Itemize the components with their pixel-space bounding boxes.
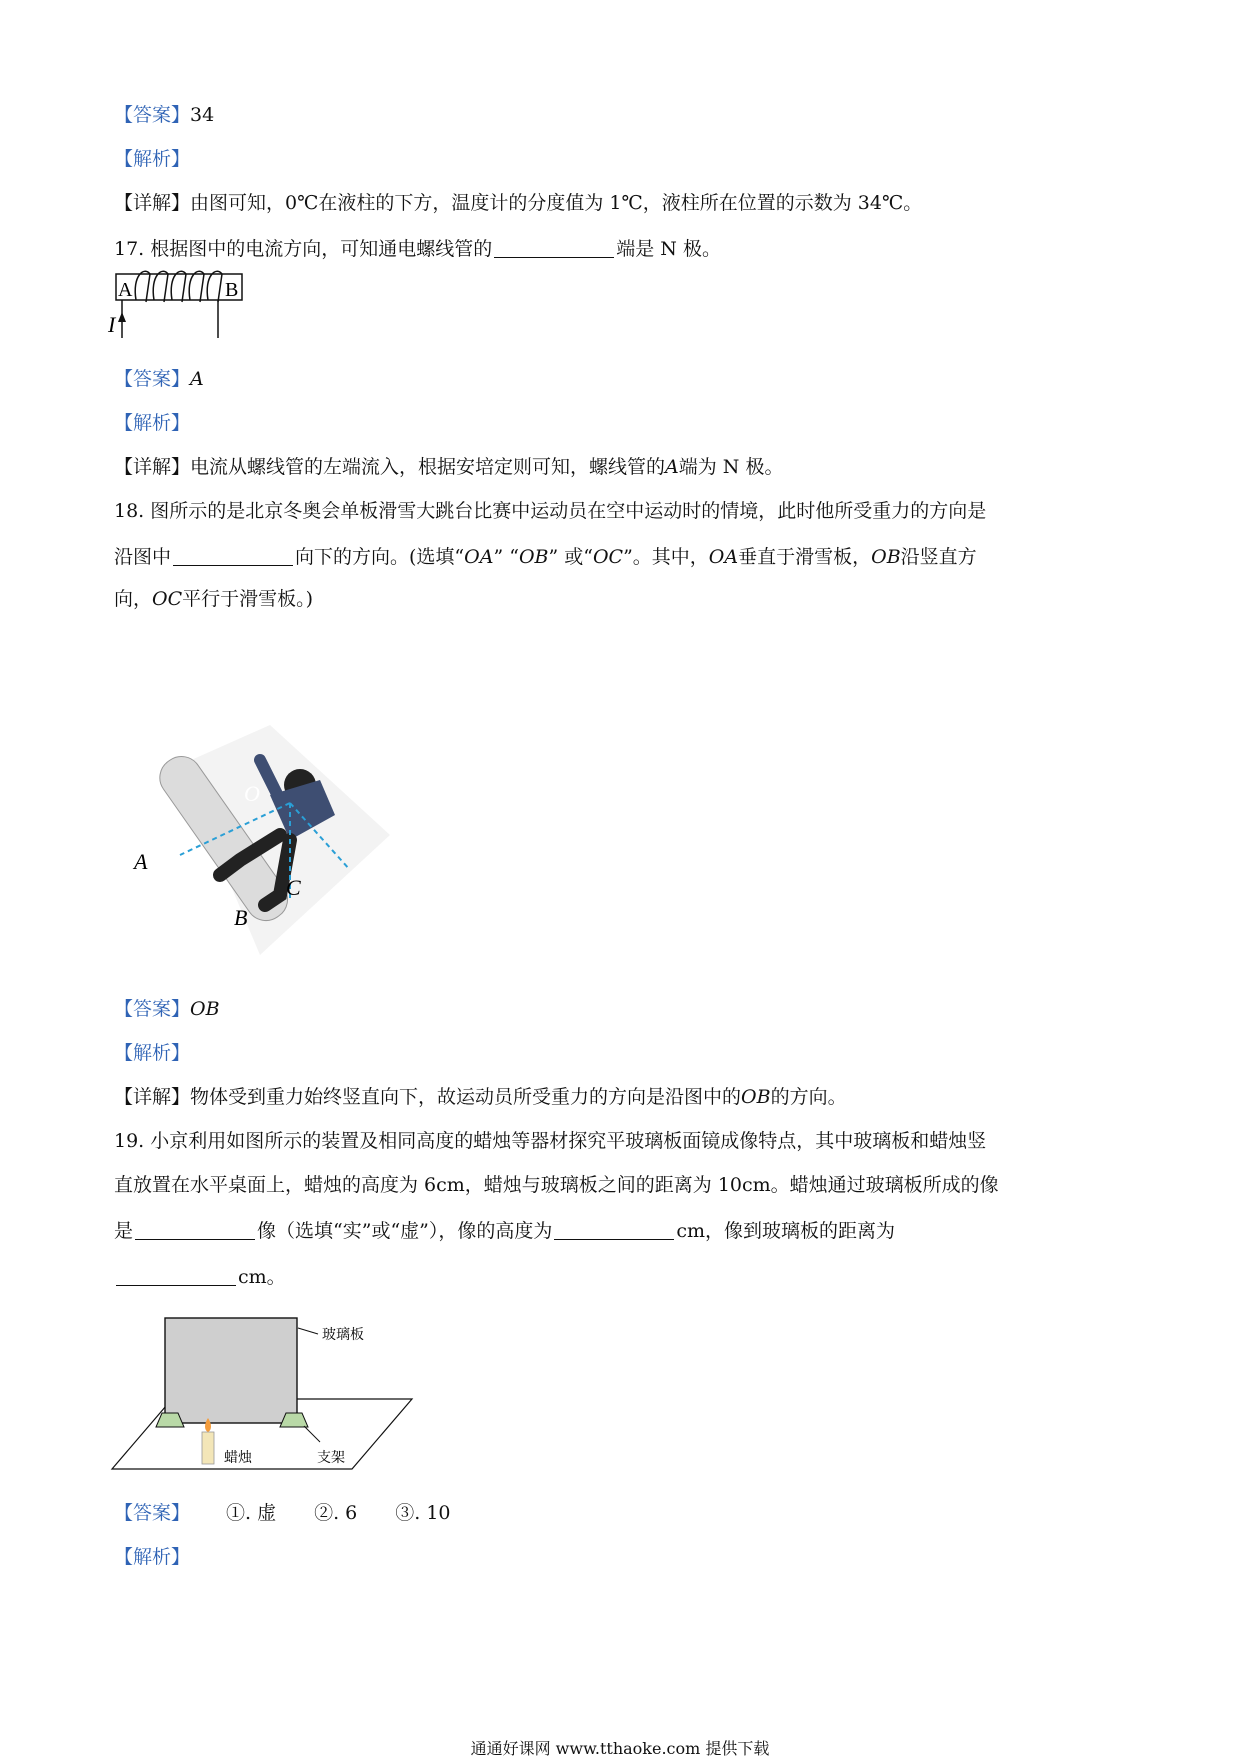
glass-leader [298, 1328, 318, 1334]
text: cm。 [238, 1266, 286, 1288]
question-18-line1: 18. 图所示的是北京冬奥会单板滑雪大跳台比赛中运动员在空中运动时的情境，此时他所受重力的方向是 [114, 500, 987, 522]
text: 沿图中 [114, 546, 172, 568]
text: ” 或“ [548, 546, 593, 568]
question-text: 端是 N 极。 [616, 238, 721, 260]
text: ”。其中， [623, 546, 709, 568]
analysis-17: 【解析】 [114, 412, 191, 434]
detail-tag: 【详解】 [114, 456, 191, 478]
text: 向， [114, 588, 153, 610]
question-17 [114, 238, 721, 259]
question-19-line2: 直放置在水平桌面上，蜡烛的高度为 6cm，蜡烛与玻璃板之间的距离为 10cm。蜡烛通过玻璃板所成的像 [114, 1174, 999, 1196]
answer-tag: 【答案】 [114, 368, 191, 390]
answer-value: 34 [190, 104, 215, 126]
text: OC [592, 546, 624, 568]
analysis-18: 【解析】 [114, 1042, 191, 1064]
text: 垂直于滑雪板， [738, 546, 872, 568]
answer-18 [114, 1000, 220, 1019]
detail-text: 端为 N 极。 [678, 456, 784, 478]
solenoid-figure [110, 266, 260, 346]
text: 向下的方向。(选填“ [295, 546, 465, 568]
answer-value: ①. 虚 ②. 6 ③. 10 [226, 1502, 451, 1524]
stand-leader [304, 1426, 320, 1442]
text: OA [708, 546, 739, 568]
text: OC [152, 588, 183, 610]
answer-tag: 【答案】 [114, 1502, 191, 1524]
text: 是 [114, 1220, 134, 1242]
label-c: C [286, 875, 301, 900]
answer-17 [114, 370, 204, 389]
question-19-line3 [114, 1220, 895, 1241]
analysis-16: 【解析】 [114, 148, 191, 170]
label-candle: 蜡烛 [224, 1450, 252, 1466]
question-18-line2 [114, 546, 977, 567]
current-arrow-icon [118, 312, 126, 322]
label-glass: 玻璃板 [322, 1327, 364, 1343]
answer-tag: 【答案】 [114, 998, 191, 1020]
text: cm，像到玻璃板的距离为 [676, 1220, 896, 1242]
question-18-line3 [114, 590, 313, 609]
label-b: B [225, 279, 239, 301]
label-a: A [134, 849, 148, 874]
detail-18 [114, 1088, 847, 1107]
answer-value: OB [190, 998, 220, 1020]
detail-tag: 【详解】 [114, 1086, 191, 1108]
detail-16 [114, 194, 922, 213]
answer-tag: 【答案】 [114, 104, 191, 126]
mirror-setup-figure [112, 1314, 412, 1474]
answer-value: A [190, 368, 204, 390]
detail-text: 物体受到重力始终竖直向下，故运动员所受重力的方向是沿图中的 [190, 1086, 742, 1108]
label-o: O [244, 781, 260, 806]
label-stand: 支架 [317, 1450, 345, 1466]
text: 像（选填“实”或“虚”），像的高度为 [257, 1220, 553, 1242]
answer-blank [494, 238, 614, 258]
question-text: 17. 根据图中的电流方向，可知通电螺线管的 [114, 238, 493, 260]
text: OB [871, 546, 901, 568]
detail-text: 电流从螺线管的左端流入，根据安培定则可知，螺线管的 [190, 456, 666, 478]
detail-text: 的方向。 [770, 1086, 847, 1108]
answer-16 [114, 106, 214, 125]
label-a: A [118, 279, 133, 301]
label-b: B [234, 905, 248, 930]
candle [202, 1432, 214, 1464]
page-footer: 通通好课网 www.tthaoke.com 提供下载 [470, 1739, 770, 1758]
detail-italic: A [665, 456, 679, 478]
text: OA [464, 546, 494, 568]
answer-blank [173, 546, 293, 566]
text: ” “ [493, 546, 519, 568]
answer-blank [116, 1266, 236, 1286]
detail-italic: OB [741, 1086, 771, 1108]
detail-17 [114, 458, 783, 477]
snowboarder-figure [134, 725, 400, 965]
solenoid-coil [135, 271, 222, 302]
glass-plate [165, 1318, 297, 1423]
text: OB [518, 546, 549, 568]
question-19-line4 [114, 1266, 286, 1287]
question-19-line1: 19. 小京利用如图所示的装置及相同高度的蜡烛等器材探究平玻璃板面镜成像特点，其中玻璃板和蜡烛竖 [114, 1130, 987, 1152]
label-current: I [108, 312, 116, 337]
analysis-19: 【解析】 [114, 1546, 191, 1568]
detail-text: 由图可知，0℃在液柱的下方，温度计的分度值为 1℃，液柱所在位置的示数为 34℃。 [190, 192, 923, 214]
answer-blank [554, 1220, 674, 1240]
text: 平行于滑雪板。) [182, 588, 314, 610]
answer-19 [114, 1504, 451, 1523]
detail-tag: 【详解】 [114, 192, 191, 214]
answer-blank [135, 1220, 255, 1240]
text: 沿竖直方 [900, 546, 977, 568]
